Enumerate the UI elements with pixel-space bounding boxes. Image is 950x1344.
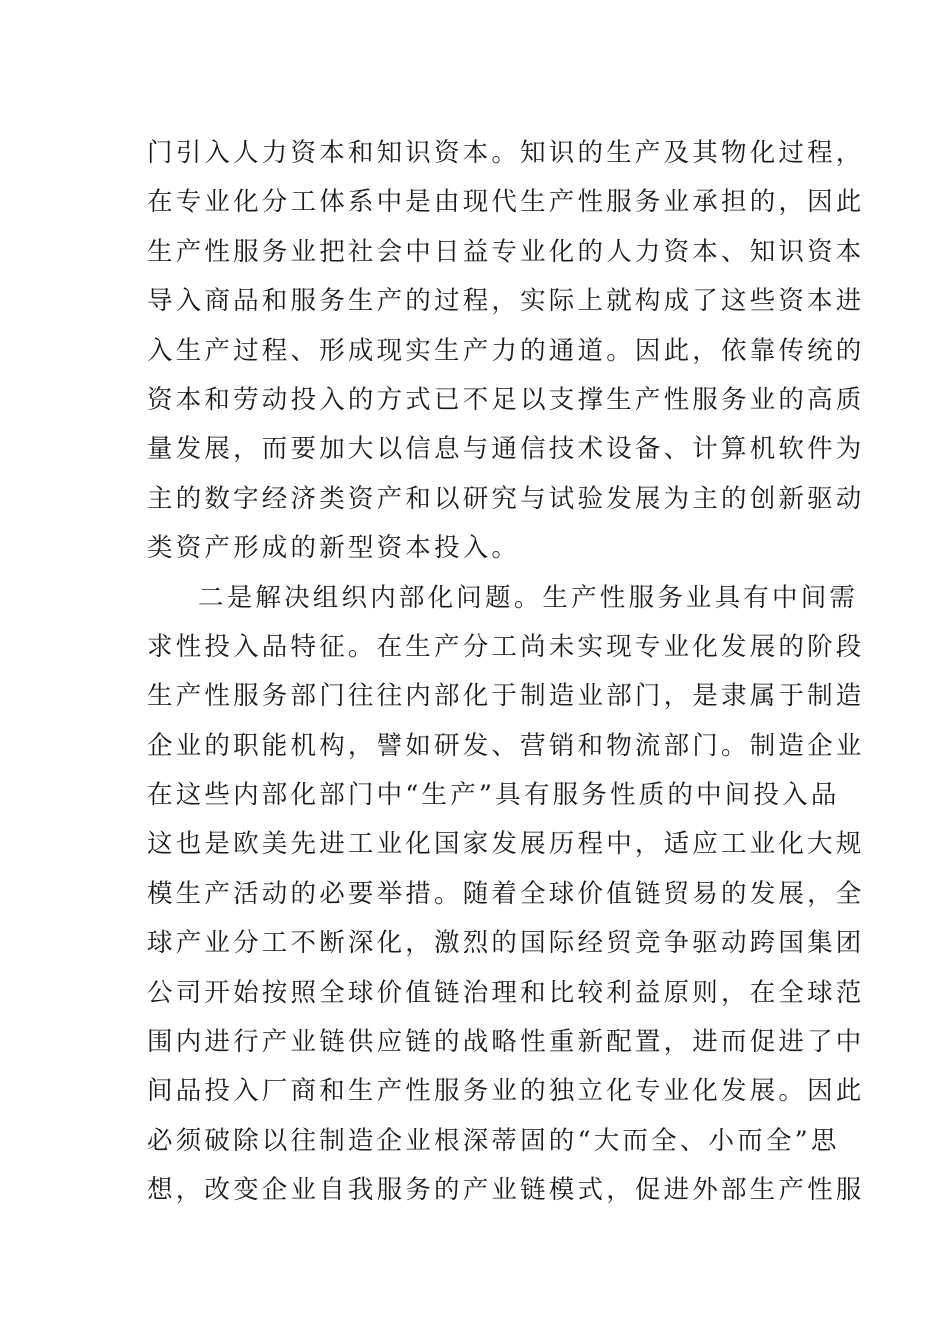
text-line: 生产性服务业把社会中日益专业化的人力资本、知识资本 [147,236,865,267]
text-line: 这也是欧美先进工业化国家发展历程中，适应工业化大规 [147,829,865,860]
body-text [147,129,865,1216]
text-line: 量发展，而要加大以信息与通信技术设备、计算机软件为 [147,434,865,465]
text-line: 在这些内部化部门中“生产”具有服务性质的中间投入品 [147,780,840,811]
text-line: 资本和劳动投入的方式已不足以支撑生产性服务业的高质 [147,384,865,415]
text-line: 生产性服务部门往往内部化于制造业部门，是隶属于制造 [147,681,865,712]
text-line: 求性投入品特征。在生产分工尚未实现专业化发展的阶段 [147,631,865,662]
text-line: 入生产过程、形成现实生产力的通道。因此，依靠传统的 [147,335,865,366]
text-line: 围内进行产业链供应链的战略性重新配置，进而促进了中 [147,1027,865,1058]
text-line: 必须破除以往制造企业根深蒂固的“大而全、小而全”思 [147,1125,840,1156]
text-line: 类资产形成的新型资本投入。 [147,533,521,564]
text-line: 模生产活动的必要举措。随着全球价值链贸易的发展，全 [147,878,865,909]
text-line: 在专业化分工体系中是由现代生产性服务业承担的，因此 [147,187,865,218]
text-line: 公司开始按照全球价值链治理和比较利益原则，在全球范 [147,977,865,1008]
text-line: 导入商品和服务生产的过程，实际上就构成了这些资本进 [147,286,865,317]
paragraph-start-line: 二是解决组织内部化问题。生产性服务业具有中间需 [198,582,859,613]
text-line: 主的数字经济类资产和以研究与试验发展为主的创新驱动 [147,483,865,514]
text-line: 间品投入厂商和生产性服务业的独立化专业化发展。因此 [147,1076,865,1107]
text-line: 想，改变企业自我服务的产业链模式，促进外部生产性服 [147,1175,865,1206]
text-line: 球产业分工不断深化，激烈的国际经贸竞争驱动跨国集团 [147,928,865,959]
text-line: 门引入人力资本和知识资本。知识的生产及其物化过程， [147,138,865,168]
text-line: 企业的职能机构，譬如研发、营销和物流部门。制造企业 [147,730,865,761]
